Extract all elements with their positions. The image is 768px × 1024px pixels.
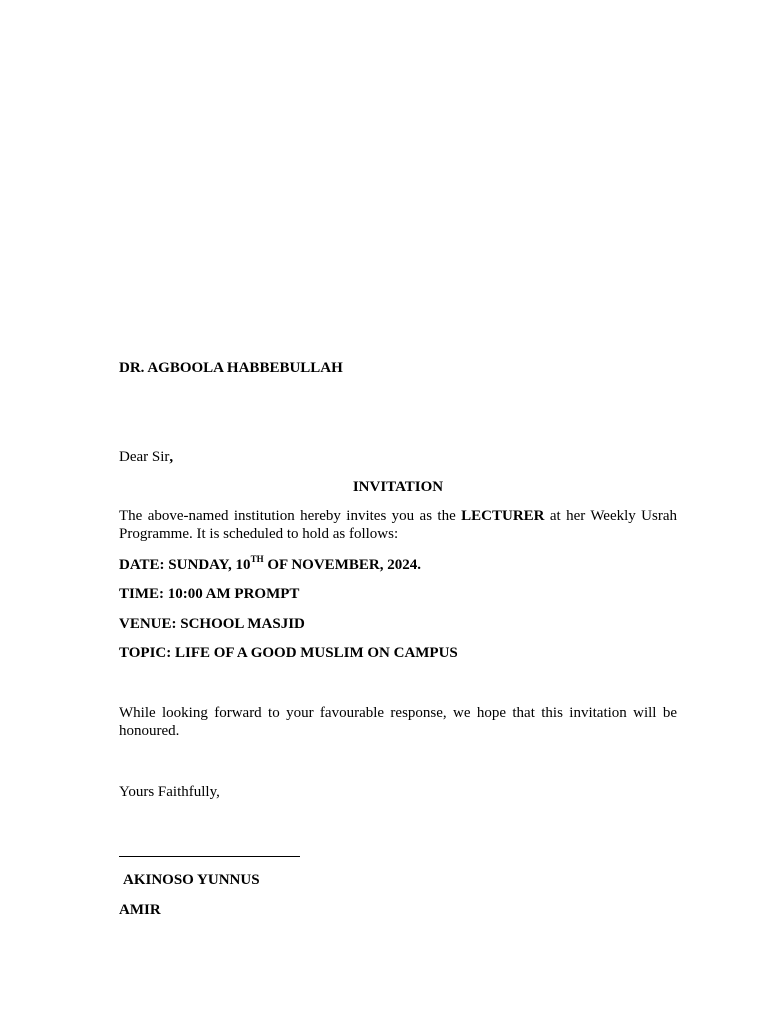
recipient-name: DR. AGBOOLA HABBEBULLAH [119, 360, 343, 376]
event-date-prefix: DATE: SUNDAY, 10 [119, 557, 251, 573]
intro-role: LECTURER [461, 508, 545, 524]
salutation-comma: , [169, 449, 174, 465]
event-topic: TOPIC: LIFE OF A GOOD MUSLIM ON CAMPUS [119, 645, 458, 661]
signature-line [119, 856, 300, 857]
event-date-ordinal: TH [250, 554, 264, 564]
event-venue: VENUE: SCHOOL MASJID [119, 616, 305, 632]
salutation-text: Dear Sir [119, 449, 170, 465]
event-date-suffix: OF NOVEMBER, 2024. [263, 557, 421, 573]
event-time: TIME: 10:00 AM PROMPT [119, 586, 300, 602]
signatory-title: AMIR [119, 902, 161, 918]
intro-paragraph [119, 507, 677, 543]
signatory-name: AKINOSO YUNNUS [123, 872, 260, 888]
salutation [119, 448, 677, 466]
letter-heading: INVITATION [352, 479, 444, 495]
intro-after: at her Weekly Usrah Programme. It is scheduled to hold as follows: [119, 508, 677, 542]
event-date [119, 556, 677, 574]
sign-off: Yours Faithfully, [119, 784, 220, 800]
intro-before: The above-named institution hereby invites you as the [119, 508, 462, 524]
closing-paragraph: While looking forward to your favourable response, we hope that this invitation will be honoured. [119, 705, 677, 739]
